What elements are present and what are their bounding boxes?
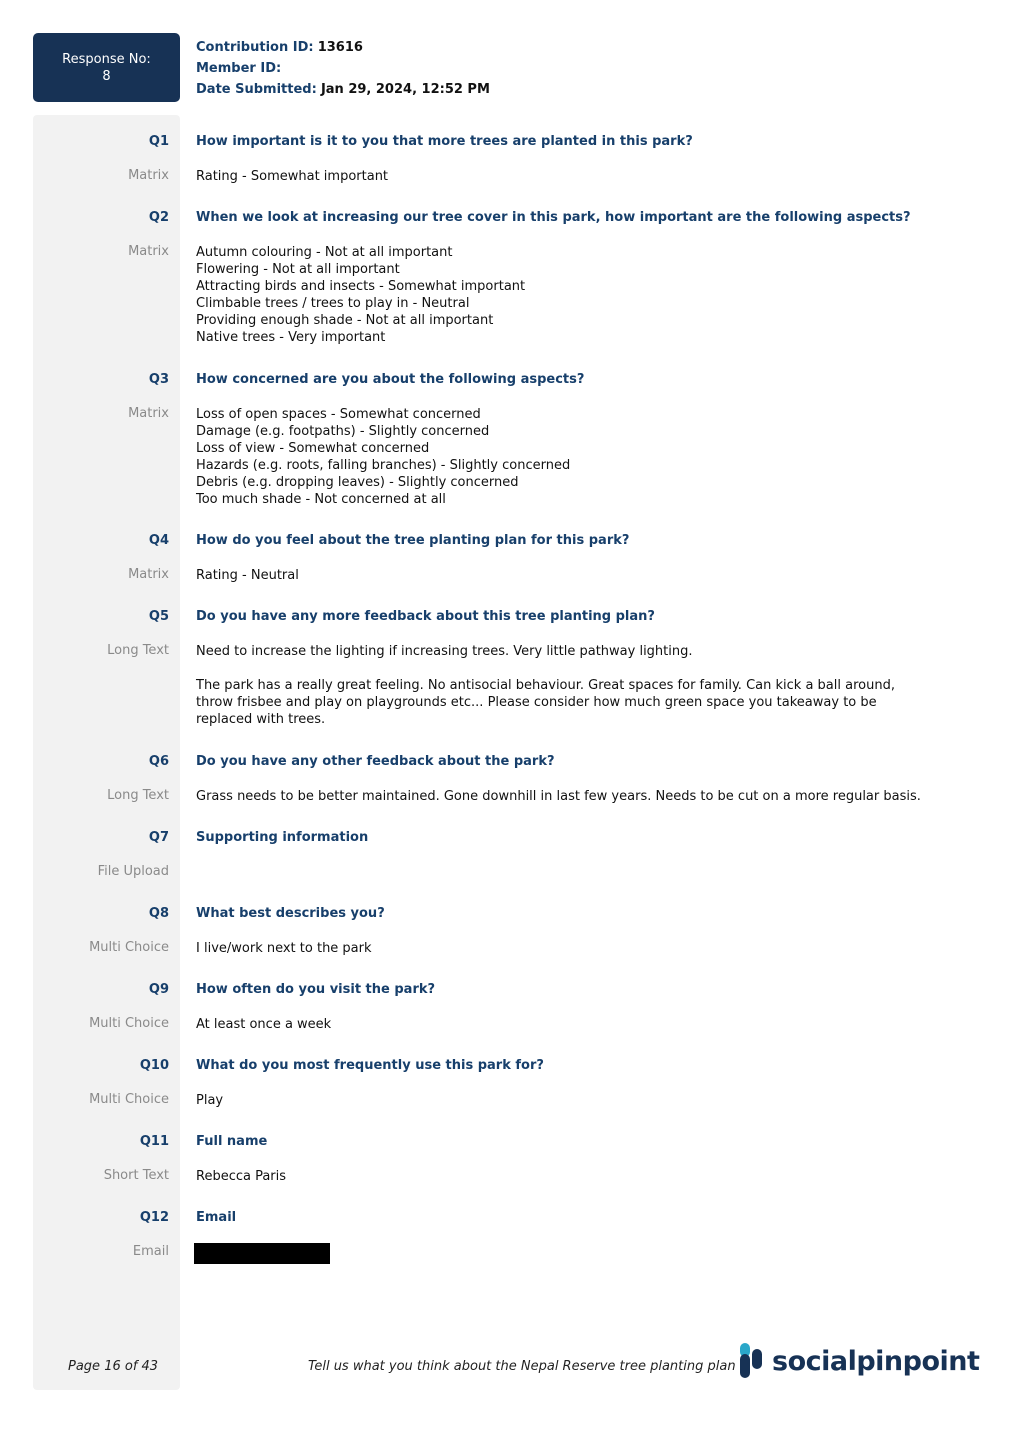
answer-line: Hazards (e.g. roots, falling branches) - Slightly concerned [196, 458, 571, 473]
question-number: Q5 [148, 609, 169, 624]
answer-line: Loss of view - Somewhat concerned [196, 441, 430, 456]
question-type: Matrix [128, 168, 169, 183]
question-title: Do you have any more feedback about this tree planting plan? [196, 609, 655, 624]
answer-line: I live/work next to the park [196, 941, 372, 956]
brand-name: socialpinpoint [772, 1345, 980, 1377]
question-number: Q3 [148, 372, 169, 387]
answer-block [196, 406, 936, 508]
question-type: Multi Choice [89, 1092, 169, 1107]
answer-line: At least once a week [196, 1017, 332, 1032]
answer-line: Grass needs to be better maintained. Gone downhill in last few years. Needs to be cut on a more regular basis. [196, 789, 921, 804]
question-title: How do you feel about the tree planting plan for this park? [196, 533, 630, 548]
answer-line: Flowering - Not at all important [196, 262, 400, 277]
answer-line: Providing enough shade - Not at all important [196, 313, 494, 328]
question-type: Email [132, 1244, 169, 1259]
question-number: Q12 [139, 1210, 169, 1225]
submission-meta [196, 37, 490, 100]
answer-line: Autumn colouring - Not at all important [196, 245, 453, 260]
contribution-id-value: 13616 [317, 40, 363, 55]
page-number: Page 16 of 43 [68, 1359, 159, 1374]
answer-line: Rating - Somewhat important [196, 169, 389, 184]
answer-paragraph: Need to increase the lighting if increasing trees. Very little pathway lighting. [196, 644, 693, 659]
answer-line: Debris (e.g. dropping leaves) - Slightly concerned [196, 475, 519, 490]
question-number: Q6 [148, 754, 169, 769]
question-type: Short Text [103, 1168, 169, 1183]
answer-line: Damage (e.g. footpaths) - Slightly concerned [196, 424, 490, 439]
answer-block [196, 168, 936, 185]
question-title: When we look at increasing our tree cover in this park, how important are the following aspects? [196, 210, 911, 225]
question-number: Q11 [139, 1134, 169, 1149]
answer-block [196, 1016, 936, 1033]
answer-line: Loss of open spaces - Somewhat concerned [196, 407, 481, 422]
question-number: Q10 [139, 1058, 169, 1073]
question-title: Email [196, 1210, 237, 1225]
redacted-email-bar [194, 1243, 330, 1264]
question-title: Full name [196, 1134, 268, 1149]
question-type: Long Text [107, 643, 169, 658]
question-type: Long Text [107, 788, 169, 803]
date-submitted-label: Date Submitted: [196, 82, 317, 97]
question-type: Matrix [128, 567, 169, 582]
answer-block [196, 567, 936, 584]
answer-block [196, 1168, 936, 1185]
question-number: Q7 [148, 830, 169, 845]
question-title: Do you have any other feedback about the park? [196, 754, 555, 769]
answer-block [196, 788, 936, 805]
survey-title: Tell us what you think about the Nepal Reserve tree planting plan [308, 1359, 736, 1374]
pinpoint-logo-icon [738, 1343, 764, 1379]
question-type: Multi Choice [89, 940, 169, 955]
answer-line: Attracting birds and insects - Somewhat important [196, 279, 526, 294]
question-type: File Upload [97, 864, 169, 879]
member-id-label: Member ID: [196, 61, 282, 76]
answer-block [196, 643, 936, 728]
response-label: Response No: [62, 51, 151, 67]
answer-block [196, 244, 936, 346]
answer-line: Too much shade - Not concerned at all [196, 492, 446, 507]
question-number: Q8 [148, 906, 169, 921]
answer-line: Rebecca Paris [196, 1169, 287, 1184]
socialpinpoint-logo [738, 1343, 979, 1379]
question-number: Q1 [148, 134, 169, 149]
question-type: Matrix [128, 406, 169, 421]
contribution-id-label: Contribution ID: [196, 40, 314, 55]
question-title: How concerned are you about the following aspects? [196, 372, 585, 387]
question-sidebar [33, 115, 180, 1390]
question-title: What do you most frequently use this park for? [196, 1058, 544, 1073]
answer-paragraph: The park has a really great feeling. No antisocial behaviour. Great spaces for family. Can kick a ball around, throw frisbee and play on playgrounds etc... Please consider how much green space you takeaway to be replaced with trees. [196, 678, 895, 727]
answer-line: Rating - Neutral [196, 568, 299, 583]
answer-line: Native trees - Very important [196, 330, 386, 345]
question-title: Supporting information [196, 830, 369, 845]
question-title: How important is it to you that more trees are planted in this park? [196, 134, 693, 149]
response-number: 8 [102, 68, 111, 84]
question-type: Matrix [128, 244, 169, 259]
answer-block [196, 940, 936, 957]
question-number: Q2 [148, 210, 169, 225]
question-title: What best describes you? [196, 906, 385, 921]
date-submitted-value: Jan 29, 2024, 12:52 PM [320, 82, 490, 97]
question-type: Multi Choice [89, 1016, 169, 1031]
answer-line: Climbable trees / trees to play in - Neutral [196, 296, 470, 311]
question-number: Q9 [148, 982, 169, 997]
response-number-box [33, 33, 180, 102]
answer-block [196, 1092, 936, 1109]
answer-line: Play [196, 1093, 224, 1108]
question-number: Q4 [148, 533, 169, 548]
question-title: How often do you visit the park? [196, 982, 436, 997]
